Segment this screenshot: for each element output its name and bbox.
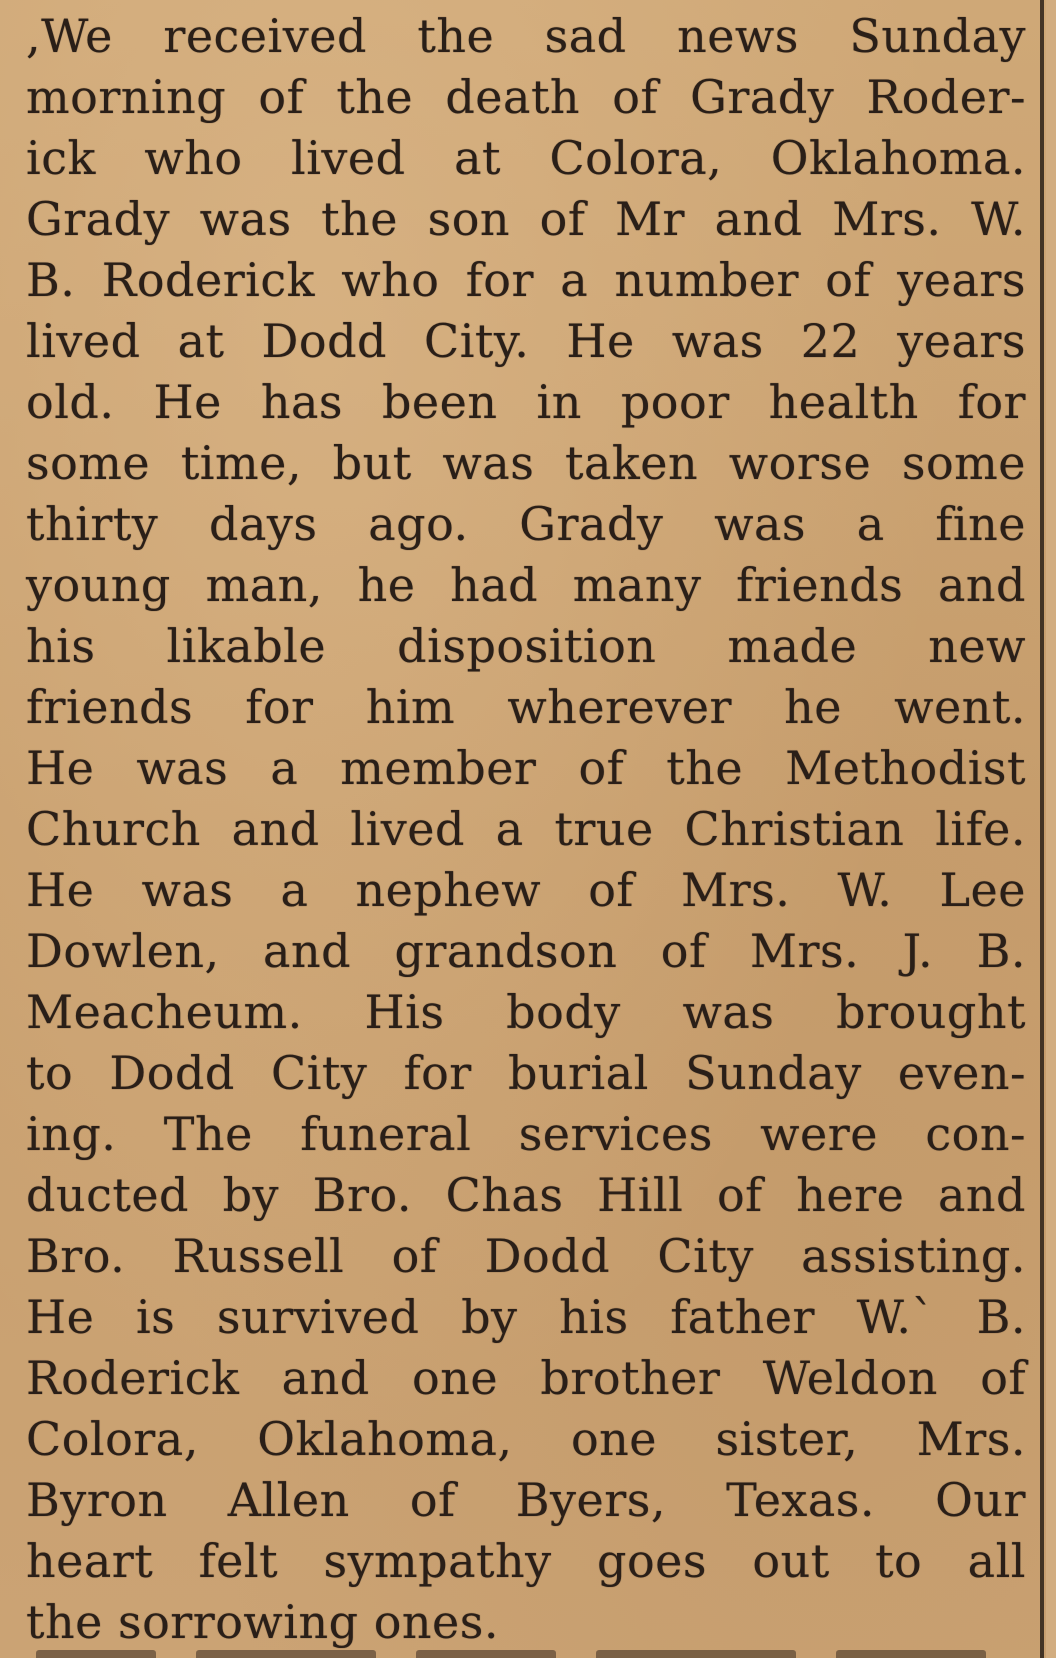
article-line: He is survived by his father W.` B. xyxy=(26,1290,1026,1344)
article-line: ick who lived at Colora, Oklahoma. xyxy=(26,131,1026,185)
article-line: to Dodd City for burial Sunday even- xyxy=(26,1046,1026,1100)
article-line: ,We received the sad news Sunday xyxy=(26,9,1026,63)
article-line: friends for him wherever he went. xyxy=(26,680,1026,734)
article-line: Byron Allen of Byers, Texas. Our xyxy=(26,1473,1026,1527)
cutoff-text-fragment xyxy=(416,1650,556,1658)
article-line: Church and lived a true Christian life. xyxy=(26,802,1026,856)
article-line: Bro. Russell of Dodd City assisting. xyxy=(26,1229,1026,1283)
article-line: morning of the death of Grady Roder- xyxy=(26,70,1026,124)
page-edge xyxy=(1046,0,1056,1658)
article-line: young man, he had many friends and xyxy=(26,558,1026,612)
article-line: old. He has been in poor health for xyxy=(26,375,1026,429)
article-line: heart felt sympathy goes out to all xyxy=(26,1534,1026,1588)
article-line: some time, but was taken worse some xyxy=(26,436,1026,490)
cutoff-text-fragment xyxy=(596,1650,796,1658)
obituary-article xyxy=(26,6,1026,1653)
article-line-last: the sorrowing ones. xyxy=(26,1595,499,1649)
article-line: Meacheum. His body was brought xyxy=(26,985,1026,1039)
article-line: He was a nephew of Mrs. W. Lee xyxy=(26,863,1026,917)
article-line: ing. The funeral services were con- xyxy=(26,1107,1026,1161)
article-line: Roderick and one brother Weldon of xyxy=(26,1351,1026,1405)
article-line: Grady was the son of Mr and Mrs. W. xyxy=(26,192,1026,246)
cutoff-text-fragment xyxy=(836,1650,986,1658)
cutoff-text-fragment xyxy=(36,1650,156,1658)
article-line: his likable disposition made new xyxy=(26,619,1026,673)
article-line: Dowlen, and grandson of Mrs. J. B. xyxy=(26,924,1026,978)
article-line: lived at Dodd City. He was 22 years xyxy=(26,314,1026,368)
next-article-cutoff xyxy=(26,1630,1026,1658)
article-line: He was a member of the Methodist xyxy=(26,741,1026,795)
article-line: thirty days ago. Grady was a fine xyxy=(26,497,1026,551)
cutoff-text-fragment xyxy=(196,1650,376,1658)
article-line: B. Roderick who for a number of years xyxy=(26,253,1026,307)
article-line: ducted by Bro. Chas Hill of here and xyxy=(26,1168,1026,1222)
column-divider-rule xyxy=(1040,0,1044,1658)
article-line: Colora, Oklahoma, one sister, Mrs. xyxy=(26,1412,1026,1466)
